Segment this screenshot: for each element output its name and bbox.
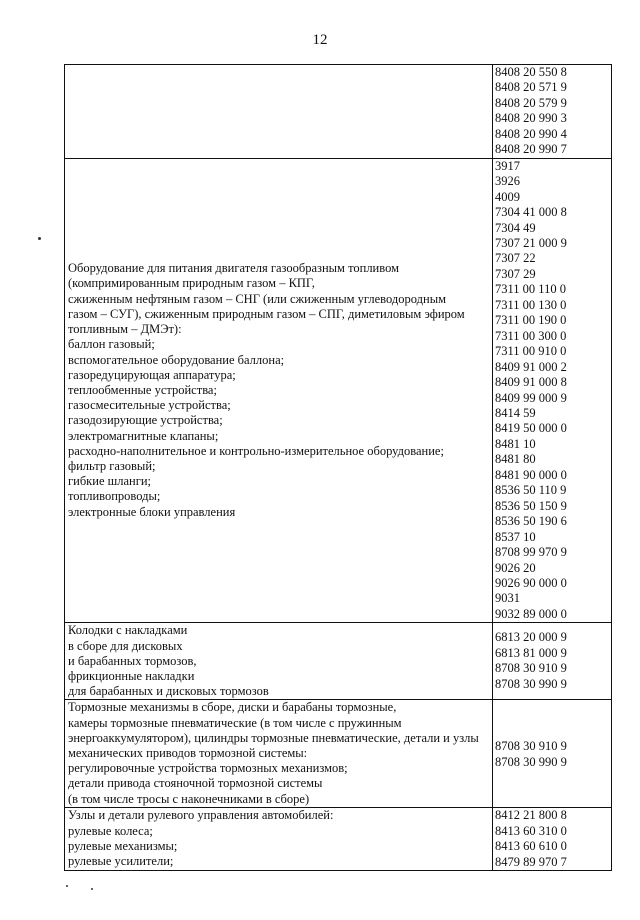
scan-speck (66, 885, 68, 887)
description-line: рулевые колеса; (68, 823, 153, 838)
tn-ved-code: 8409 91 000 2 (495, 359, 567, 374)
tn-ved-code: 8536 50 190 6 (495, 514, 567, 529)
description-line: в сборе для дисковых (68, 638, 183, 653)
description-line: расходно-наполнительное и контрольно-измерительное оборудование; (68, 443, 444, 458)
tn-ved-code: 7307 22 (495, 251, 536, 266)
description-line: (в том числе тросы с наконечниками в сборе) (68, 791, 310, 806)
tn-ved-code: 7311 00 110 0 (495, 282, 566, 297)
tn-ved-code: 8481 10 (495, 436, 536, 451)
description-line: энергоаккумулятором), цилиндры тормозные пневматические, детали и узлы (68, 730, 479, 745)
description-line: регулировочные устройства тормозных механизмов; (68, 761, 348, 776)
tn-ved-code: 9026 90 000 0 (495, 575, 567, 590)
codes-cell (493, 808, 612, 871)
table-row (65, 808, 612, 871)
tn-ved-code: 8536 50 150 9 (495, 498, 567, 513)
tn-ved-code: 9026 20 (495, 560, 536, 575)
tn-ved-code: 8479 89 970 7 (495, 854, 567, 869)
codes-cell (493, 700, 612, 808)
description-cell (65, 700, 493, 808)
tn-ved-code: 8408 20 579 9 (495, 95, 567, 110)
description-line: Тормозные механизмы в сборе, диски и барабаны тормозные, (68, 700, 397, 715)
tn-ved-code: 8414 59 (495, 405, 536, 420)
description-line: фильтр газовый; (68, 458, 156, 473)
tn-ved-code: 8481 90 000 0 (495, 467, 567, 482)
tn-ved-code: 7304 49 (495, 220, 536, 235)
page-number: 12 (312, 32, 328, 48)
tn-ved-code: 7307 21 000 9 (495, 235, 567, 250)
description-line: фрикционные накладки (68, 668, 195, 683)
tn-ved-code: 8413 60 610 0 (495, 839, 567, 854)
tn-ved-code: 7307 29 (495, 266, 536, 281)
codes-cell (493, 623, 612, 700)
scan-speck (91, 888, 93, 890)
tn-ved-code: 7311 00 130 0 (495, 297, 567, 312)
tn-ved-code: 8412 21 800 8 (495, 808, 567, 823)
description-line: сжиженным нефтяным газом – СНГ (или сжиженным углеводородным (68, 291, 446, 306)
tn-ved-code: 8408 20 550 8 (495, 65, 567, 79)
description-line: механических приводов тормозной системы: (68, 745, 308, 760)
tn-ved-code: 8537 10 (495, 529, 536, 544)
table-row (65, 158, 612, 623)
tn-ved-code: 6813 81 000 9 (495, 645, 567, 660)
description-line: вспомогательное оборудование баллона; (68, 352, 285, 367)
tn-ved-code: 8409 99 000 9 (495, 390, 567, 405)
description-cell (65, 623, 493, 700)
tn-ved-code: 4009 (495, 189, 520, 204)
description-cell (65, 65, 493, 159)
tn-ved-code: 8413 60 310 0 (495, 823, 567, 838)
tn-ved-code: 3917 (495, 158, 520, 173)
description-line: топливопроводы; (68, 489, 161, 504)
table-row (65, 65, 612, 159)
description-line: Колодки с накладками (68, 623, 188, 638)
tn-ved-code: 9032 89 000 0 (495, 606, 567, 621)
tn-ved-code: 6813 20 000 9 (495, 630, 567, 645)
tn-ved-code: 8408 20 571 9 (495, 80, 567, 95)
description-line: газодозирующие устройства; (68, 413, 223, 428)
description-line: газоредуцирующая аппаратура; (68, 367, 236, 382)
description-line: газом – СУГ), сжиженным природным газом – СПГ, диметиловым эфиром (68, 306, 465, 321)
tn-ved-code: 8708 30 990 9 (495, 676, 567, 691)
tn-ved-code: 8408 20 990 3 (495, 111, 567, 126)
tn-ved-code: 8708 99 970 9 (495, 545, 567, 560)
description-line: газосмесительные устройства; (68, 398, 231, 413)
description-line: Узлы и детали рулевого управления автомобилей: (68, 808, 334, 823)
codes-cell (493, 65, 612, 159)
tn-ved-code: 8409 91 000 8 (495, 375, 567, 390)
tn-ved-code: 8536 50 110 9 (495, 483, 567, 498)
table-row (65, 700, 612, 808)
description-line: Оборудование для питания двигателя газообразным топливом (68, 261, 399, 276)
description-line: электронные блоки управления (68, 504, 236, 519)
description-line: детали привода стояночной тормозной системы (68, 776, 323, 791)
tn-ved-code: 8481 80 (495, 452, 536, 467)
tn-ved-code: 7311 00 910 0 (495, 344, 567, 359)
description-line: электромагнитные клапаны; (68, 428, 219, 443)
equipment-codes-table (64, 64, 612, 871)
tn-ved-code: 9031 (495, 591, 520, 606)
description-line: рулевые усилители; (68, 853, 174, 868)
table-row (65, 623, 612, 700)
tn-ved-code: 3926 (495, 174, 520, 189)
description-line: рулевые механизмы; (68, 838, 178, 853)
description-line: для барабанных и дисковых тормозов (68, 684, 269, 699)
scan-speck (38, 237, 41, 240)
tn-ved-code: 7311 00 300 0 (495, 328, 567, 343)
tn-ved-code: 8708 30 990 9 (495, 754, 567, 769)
description-line: топливным – ДМЭт): (68, 322, 182, 337)
codes-cell (493, 158, 612, 623)
tn-ved-code: 8408 20 990 4 (495, 126, 567, 141)
tn-ved-code: 7311 00 190 0 (495, 313, 567, 328)
tn-ved-code: 8408 20 990 7 (495, 142, 567, 157)
description-line: баллон газовый; (68, 337, 155, 352)
description-line: (компримированным природным газом – КПГ, (68, 276, 315, 291)
description-cell (65, 158, 493, 623)
tn-ved-code: 8708 30 910 9 (495, 738, 567, 753)
tn-ved-code: 8419 50 000 0 (495, 421, 567, 436)
description-line: камеры тормозные пневматические (в том числе с пружинным (68, 715, 402, 730)
description-cell (65, 808, 493, 871)
tn-ved-code: 7304 41 000 8 (495, 205, 567, 220)
tn-ved-code: 8708 30 910 9 (495, 661, 567, 676)
description-line: теплообменные устройства; (68, 382, 217, 397)
description-line: гибкие шланги; (68, 474, 152, 489)
description-line: и барабанных тормозов, (68, 653, 197, 668)
